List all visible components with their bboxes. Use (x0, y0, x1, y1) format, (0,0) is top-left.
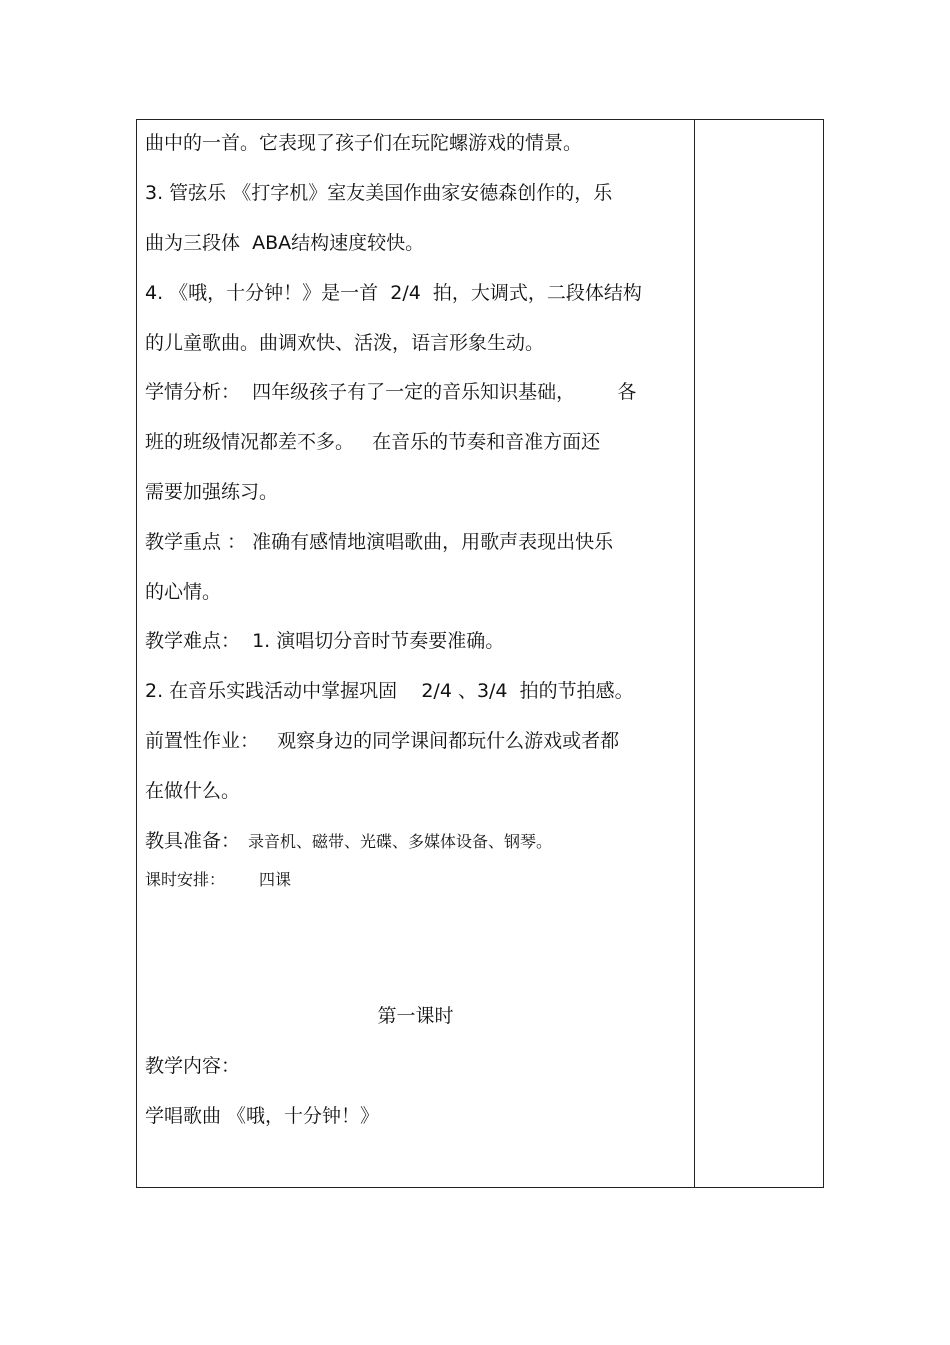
text-line: 学情分析： 四年级孩子有了一定的音乐知识基础， 各 (145, 381, 637, 403)
text-line: 前置性作业： 观察身边的同学课间都玩什么游戏或者都 (145, 730, 620, 752)
column-divider (694, 120, 695, 1187)
text-line: 教学难点： 1. 演唱切分音时节奏要准确。 (145, 630, 505, 652)
text-line: 班的班级情况都差不多。 在音乐的节奏和音准方面还 (145, 431, 601, 453)
schedule-line (145, 872, 291, 888)
schedule-value: 四课 (259, 870, 292, 889)
lesson-plan-table (136, 119, 824, 1188)
equipment-line (145, 832, 552, 851)
text-line: 的儿童歌曲。曲调欢快、活泼，语言形象生动。 (145, 332, 545, 354)
text-line: 教学重点 ： 准确有感情地演唱歌曲，用歌声表现出快乐 (145, 531, 614, 553)
text-line: 曲中的一首。它表现了孩子们在玩陀螺游戏的情景。 (145, 132, 583, 154)
text-line: 2. 在音乐实践活动中掌握巩固 2/4 、3/4 拍的节拍感。 (145, 680, 634, 702)
text-line: 在做什么。 (145, 780, 241, 802)
text-line: 的心情。 (145, 581, 222, 603)
schedule-label: 课时安排： (145, 870, 226, 889)
text-line: 需要加强练习。 (145, 481, 279, 503)
text-line: 3. 管弦乐 《打字机》室友美国作曲家安德森创作的，乐 (145, 182, 613, 204)
text-line: 曲为三段体 ABA结构速度较快。 (145, 232, 425, 254)
lesson-title: 第一课时 (377, 1005, 454, 1027)
text-line: 4. 《哦，十分钟！》是一首 2/4 拍，大调式，二段体结构 (145, 282, 642, 304)
content-label: 教学内容： (145, 1055, 241, 1077)
equipment-value: 录音机、磁带、光碟、多媒体设备、钢琴。 (248, 832, 553, 851)
equipment-label: 教具准备： (145, 830, 241, 852)
content-value: 学唱歌曲 《哦，十分钟！》 (145, 1105, 380, 1127)
